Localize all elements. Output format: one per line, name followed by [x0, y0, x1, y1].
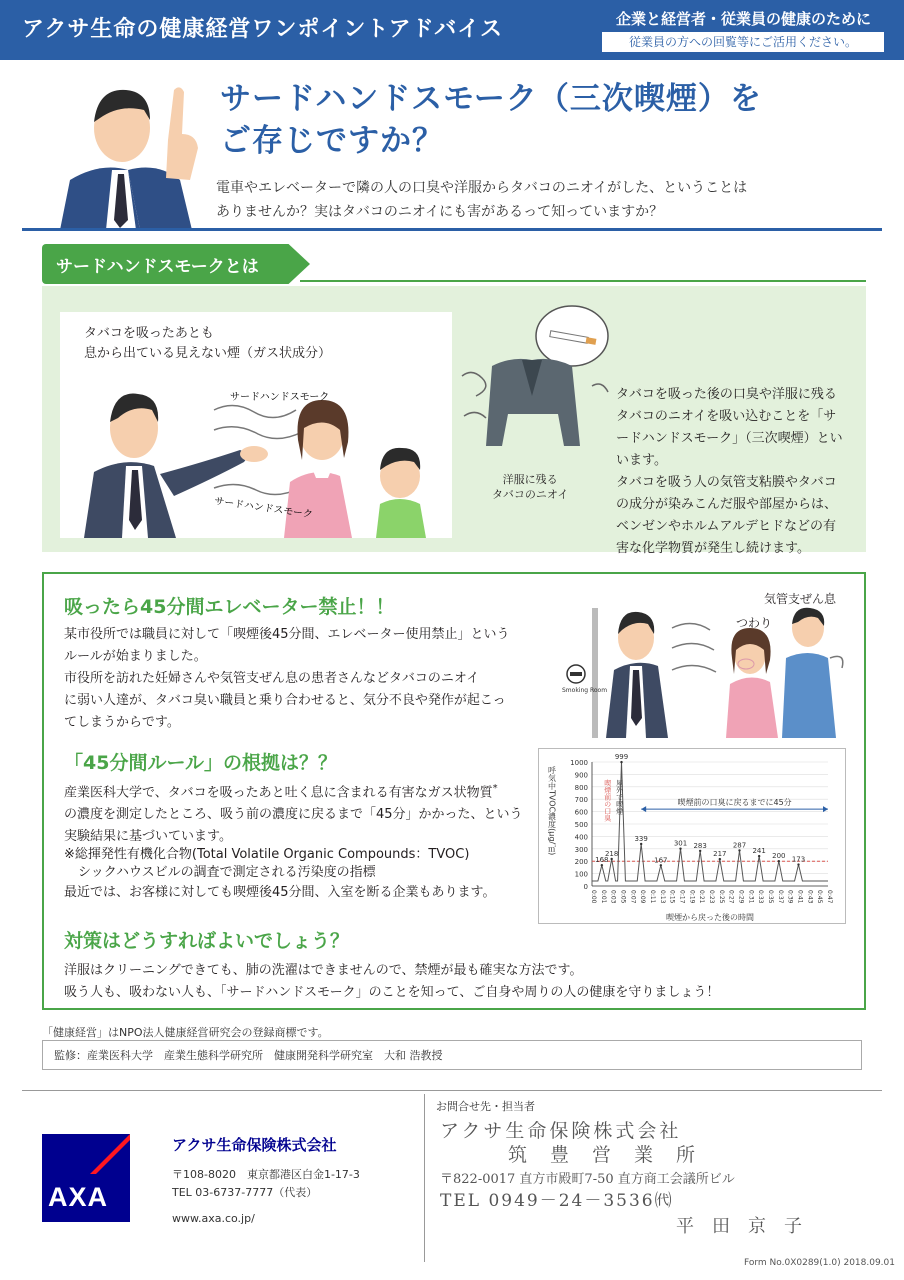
paragraph-line-text: 産業医科大学で、タバコを吸ったあと吐く息に含まれる有害なガス状物質 [64, 785, 493, 801]
data-label: 217 [713, 850, 727, 859]
y-tick-label: 600 [574, 808, 588, 817]
x-tick-label: 0:39 [786, 890, 794, 904]
x-tick-label: 0:00 [590, 890, 597, 904]
x-tick-label: 0:07 [629, 890, 637, 904]
morning-sickness-label: つわり [736, 616, 773, 630]
definition-line: タバコを吸う人の気管支粘膜やタバコ [616, 475, 837, 490]
y-tick-label: 300 [574, 845, 588, 854]
x-tick-label: 0:29 [737, 890, 745, 904]
data-point [640, 843, 642, 845]
data-label: 173 [791, 855, 806, 864]
paragraph-line: 洋服はクリーニングできても、肺の洗濯はできませんので、禁煙が最も確実な方法です。 [64, 963, 583, 978]
company-name: アクサ生命保険株式会社 [172, 1136, 337, 1154]
smoke-label-top: サードハンドスモーク [230, 392, 330, 403]
footnote-line: シックハウスビルの調査で測定される汚染度の指標 [78, 865, 376, 880]
data-label: 339 [634, 834, 648, 843]
x-tick-label: 0:25 [717, 890, 725, 904]
jacket-caption-line2: タバコのニオイ [492, 488, 569, 501]
exhaled-smoke-caption-line2: 息から出ている見えない煙（ガス状成分） [84, 346, 332, 361]
data-label: 283 [693, 841, 707, 850]
header-tagline: 企業と経営者・従業員の健康のために [616, 10, 872, 28]
stamp-phone: TEL 0949－24－3536㈹ [440, 1191, 674, 1211]
company-address: 〒108-8020 東京都港区白金1-17-3 [172, 1168, 360, 1181]
y-tick-label: 200 [574, 858, 588, 867]
data-point [601, 864, 603, 866]
data-point [778, 860, 780, 862]
x-tick-label: 0:45 [816, 890, 824, 904]
data-point [660, 864, 662, 866]
data-point [679, 847, 681, 849]
definition-line: 害な化学物質が発生し続けます。 [616, 541, 810, 556]
header-tagline-badge: 従業員の方への回覧等にご活用ください。 [602, 32, 884, 52]
y-tick-label: 400 [574, 833, 588, 842]
contact-person: 平 田 京 子 [676, 1216, 802, 1237]
paragraph-line: 某市役所では職員に対して「喫煙後45分間、エレベーター使用禁止」という [64, 627, 510, 642]
y-tick-label: 700 [574, 796, 588, 805]
supervision-text: 監修：産業医科大学 産業生態科学研究所 健康開発科学研究室 大和 浩教授 [54, 1049, 443, 1062]
x-tick-label: 0:47 [826, 890, 833, 904]
paragraph-line: に弱い人達が、タバコ臭い職員と乗り合わせると、気分不良や発作が起こっ [64, 693, 506, 708]
x-tick-label: 0:27 [727, 890, 735, 904]
data-point [610, 858, 612, 860]
tvoc-footnote [64, 846, 534, 882]
x-tick-label: 0:21 [698, 890, 706, 904]
paragraph-line: てしまうからです。 [64, 715, 180, 730]
data-point [758, 855, 760, 857]
hero-lead [216, 176, 747, 224]
data-label: 999 [614, 753, 629, 762]
data-point [738, 849, 740, 851]
x-tick-label: 0:41 [796, 890, 804, 904]
rule-basis-paragraph [64, 778, 534, 848]
paragraph-line: の濃度を測定したところ、吸う前の濃度に戻るまで「45分」かかった、という [64, 807, 523, 823]
x-tick-label: 0:35 [767, 890, 774, 904]
data-point [699, 850, 701, 852]
form-number: Form No.0X0289(1.0) 2018.09.01 [744, 1258, 895, 1268]
x-tick-label: 0:33 [757, 890, 765, 904]
scene-illustration [64, 370, 452, 538]
footer-vertical-divider [424, 1094, 425, 1262]
x-tick-label: 0:01 [599, 890, 607, 904]
elevator-door-frame [592, 608, 598, 738]
smoking-room-label: Smoking Room [562, 687, 608, 694]
trademark-note: 「健康経営」はNPO法人健康経営研究会の登録商標です。 [42, 1026, 329, 1039]
x-tick-label: 0:31 [747, 890, 755, 904]
arrow-head-right [823, 806, 828, 812]
header-title: アクサ生命の健康経営ワンポイントアドバイス [22, 17, 504, 42]
axa-logo-slash [90, 1134, 130, 1174]
x-tick-label: 0:03 [609, 890, 617, 904]
data-point [797, 863, 799, 865]
x-tick-label: 0:17 [678, 890, 686, 904]
paragraph-line: 吸う人も、吸わない人も、「サードハンドスモーク」のことを知って、ご自身や周りの人の健康を守りましょう！ [64, 985, 720, 1000]
heading-45-minute-rule: 「45分間ルール」の根拠は？？ [64, 752, 338, 774]
definition-line: タバコを吸った後の口臭や洋服に残る [616, 387, 837, 402]
section1-tab-label: サードハンドスモークとは [56, 257, 259, 277]
definition-line: ードハンドスモーク」（三次喫煙）とい [616, 431, 843, 446]
presenter-illustration [40, 70, 210, 230]
axa-logo-text: AXA [48, 1182, 109, 1212]
heading-countermeasure: 対策はどうすればよいでしょう？ [64, 930, 350, 952]
thirdhand-smoke-definition [616, 384, 860, 560]
footnote-marker: * [492, 783, 498, 794]
elevator-illustration [560, 588, 850, 738]
data-point [620, 761, 622, 763]
smelly-jacket-illustration [452, 296, 612, 476]
x-tick-label: 0:05 [619, 890, 627, 904]
axa-logo [42, 1134, 130, 1222]
paragraph-line: 実験結果に基づいています。 [64, 829, 232, 845]
contact-label: お問合せ先・担当者 [436, 1100, 535, 1113]
definition-line: の成分が染みこんだ服や部屋からは、 [616, 497, 838, 512]
hero-title [220, 78, 762, 162]
jacket-caption [492, 472, 568, 502]
data-label: 287 [732, 841, 747, 850]
annotation-outdoor-smoking: 屋外で喫煙 [615, 779, 624, 815]
jacket-caption-line1: 洋服に残る [502, 473, 558, 486]
x-tick-label: 0:37 [776, 890, 784, 904]
x-tick-label: 0:15 [668, 890, 676, 904]
asthma-label: 気管支ぜん息 [764, 592, 837, 606]
section1-underline [300, 280, 866, 282]
company-website-link[interactable]: www.axa.co.jp/ [172, 1212, 255, 1225]
data-label: 167 [654, 856, 668, 865]
data-label: 301 [673, 839, 688, 848]
y-tick-label: 900 [574, 771, 588, 780]
y-tick-label: 0 [583, 883, 588, 891]
y-tick-label: 1000 [570, 759, 588, 767]
heading-elevator-ban: 吸ったら45分間エレベーター禁止！！ [64, 596, 395, 618]
x-axis-title: 喫煙から戻った後の時間 [666, 913, 754, 922]
hero-lead-line1: 電車やエレベーターで隣の人の口臭や洋服からタバコのニオイがした、ということは [216, 180, 748, 196]
x-tick-label: 0:13 [658, 890, 666, 904]
countermeasure-paragraph [64, 960, 854, 1004]
hero-divider [22, 228, 882, 231]
company-phone: TEL 03-6737-7777（代表） [172, 1186, 318, 1199]
arrow-head-left [641, 806, 646, 812]
y-axis-title: 呼気中TVOC濃度(μg/㎥) [547, 766, 557, 856]
definition-line: います。 [616, 453, 667, 468]
definition-line: タバコのニオイを吸い込むことを「サ [616, 409, 837, 424]
tvoc-chart [538, 748, 846, 924]
data-label: 200 [772, 852, 786, 861]
x-tick-label: 0:43 [806, 890, 814, 904]
rule-basis-closing: 最近では、お客様に対しても喫煙後45分間、入室を断る企業もあります。 [64, 885, 496, 900]
data-point [719, 858, 721, 860]
stamp-branch: 筑 豊 営 業 所 [508, 1144, 698, 1166]
smoke-label-bottom: サードハンドスモーク [213, 496, 314, 521]
footer-divider [22, 1090, 882, 1091]
y-tick-label: 100 [574, 870, 588, 879]
exhaled-smoke-caption-line1: タバコを吸ったあとも [84, 326, 214, 341]
x-tick-label: 0:11 [649, 890, 656, 904]
hero-title-line1: サードハンドスモーク（三次喫煙）を [220, 81, 762, 117]
x-tick-label: 0:09 [639, 890, 647, 904]
paragraph-line: 市役所を訪れた妊婦さんや気管支ぜん息の患者さんなどタバコのニオイ [64, 671, 480, 686]
elevator-ban-paragraph [64, 624, 534, 734]
paragraph-line [64, 778, 534, 804]
y-tick-label: 800 [574, 783, 588, 792]
exhaled-smoke-caption [84, 324, 331, 364]
data-label: 241 [752, 847, 766, 856]
x-tick-label: 0:19 [688, 890, 696, 904]
data-label: 218 [604, 849, 619, 858]
paragraph-line: ルールが始まりました。 [64, 649, 207, 664]
x-tick-label: 0:23 [708, 890, 715, 904]
definition-line: ベンゼンやホルムアルデヒドなどの有 [616, 519, 836, 534]
forty-five-minute-label: 喫煙前の口臭に戻るまでに45分 [677, 798, 792, 808]
annotation-before-smoking: 喫煙前の口臭 [603, 779, 612, 822]
footnote-line: ※総揮発性有機化合物(Total Volatile Organic Compounds：TVOC) [64, 847, 470, 862]
hero-title-line2: ご存じですか？ [220, 123, 444, 159]
y-tick-label: 500 [574, 821, 588, 829]
hero-lead-line2: ありませんか？実はタバコのニオイにも害があるって知っていますか？ [216, 204, 664, 220]
stamp-company: アクサ生命保険株式会社 [440, 1120, 682, 1142]
data-label: 168 [595, 856, 609, 865]
stamp-address: 〒822-0017 直方市殿町7-50 直方商工会議所ビル [440, 1172, 735, 1187]
